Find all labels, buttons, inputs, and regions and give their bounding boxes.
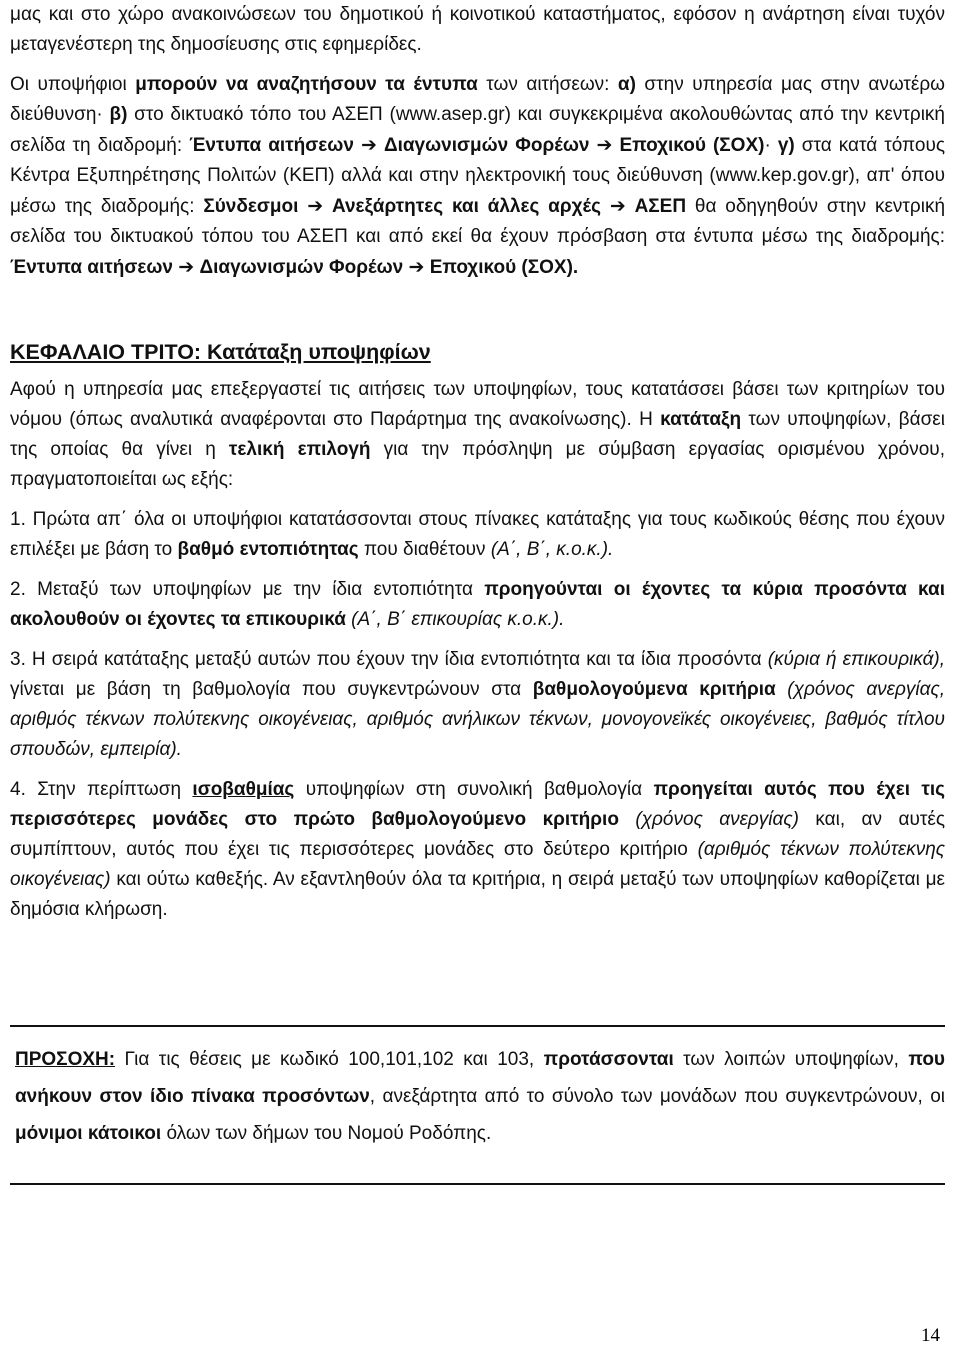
path-step: Διαγωνισμών Φορέων [199,257,404,278]
bold-run: που ανήκουν στον ίδιο πίνακα προσόντων [15,1049,945,1107]
arrow-right-icon: ➔ [408,256,425,278]
bold-run: προτάσσονται [543,1049,674,1070]
text-run: στο δικτυακό τόπο του ΑΣΕΠ (www.asep.gr) και συγκεκριμένα ακολουθώντας από την κεντρική σελίδα τη διαδρομή: [10,104,945,156]
text-run: 2. Μεταξύ των υποψηφίων με την ίδια εντοπιότητα [10,579,485,600]
list-item-4 [10,775,945,925]
underlined-bold-run: ισοβαθμίας [192,779,295,800]
notice-label: ΠΡΟΣΟΧΗ: [15,1049,116,1070]
text-run: 3. Η σειρά κατάταξης μεταξύ αυτών που έχουν την ίδια εντοπιότητα και τα ίδια προσόντα [10,649,768,670]
text-run: μας και στο χώρο ανακοινώσεων του δημοτικού ή κοινοτικού καταστήματος, εφόσον η ανάρτηση είναι τυχόν μεταγενέστερη της δημοσίευσης στις εφημερίδες. [10,4,945,55]
text-run: που διαθέτουν [358,539,491,560]
intro-paragraph-2 [10,70,945,283]
text-run: θα οδηγηθούν στην κεντρική σελίδα του δικτυακού τόπου του ΑΣΕΠ και από εκεί θα έχουν πρόσβαση στα έντυπα μέσω της διαδρομής: [10,196,946,247]
italic-run: (κύρια ή επικουρικά), [767,649,946,670]
italic-run: (χρόνος ανεργίας) [618,809,799,830]
text-run: στην υπηρεσία μας στην ανωτέρω διεύθυνση· [10,74,946,125]
text-run: Αφού η υπηρεσία μας επεξεργαστεί τις αιτήσεις των υποψηφίων, τους κατατάσσει βάσει των κριτηρίων του νόμου (όπως αναλυτικά αναφέρονται στο Παράρτημα της ανακοίνωσης). Η [10,379,945,430]
text-run: στα κατά τόπους Κέντρα Εξυπηρέτησης Πολιτών (ΚΕΠ) αλλά και στην ηλεκτρονική τους διεύθυνση (www.kep.gov.gr), απ' όπου μέσω της διαδρομής: [10,135,946,217]
intro-paragraph-1 [10,0,945,60]
bold-run: β) [109,104,128,125]
text-run: 4. Στην περίπτωση [10,779,193,800]
italic-run: (χρόνος ανεργίας, αριθμός τέκνων πολύτεκνης οικογένειας, αριθμός ανήλικων τέκνων, μονογονεϊκές οικογένειες, βαθμός τίτλου σπουδών, εμπειρία). [10,679,945,760]
text-run: υποψηφίων στη συνολική βαθμολογία [294,779,654,800]
text-run: Οι υποψήφιοι [10,74,136,95]
text-run: των αιτήσεων: [477,74,618,95]
path-step: Έντυπα αιτήσεων [10,257,173,278]
bold-run: βαθμό εντοπιότητας [177,539,359,560]
path-step: Εποχικού (ΣΟΧ). [429,257,579,278]
list-item-2 [10,575,945,635]
arrow-right-icon: ➔ [609,195,626,217]
path-step: Σύνδεσμοι [203,196,299,217]
arrow-right-icon: ➔ [307,195,324,217]
text-run: όλων των δήμων του Νομού Ροδόπης. [161,1123,492,1144]
text-run: των υποψηφίων, βάσει της οποίας θα γίνει η [10,409,945,460]
arrow-right-icon: ➔ [360,134,377,156]
page-number: 14 [921,1325,940,1346]
chapter-title: ΚΕΦΑΛΑΙΟ ΤΡΙΤΟ: Κατάταξη υποψηφίων [10,340,431,364]
bold-run: γ) [770,135,795,156]
document-page [10,0,945,1350]
text-run: γίνεται με βάση τη βαθμολογία που συγκεντρώνουν στα [10,679,533,700]
chapter-paragraph-1 [10,375,945,495]
bold-run: προηγούνται οι έχοντες τα κύρια προσόντα και ακολουθούν οι έχοντες τα επικουρικά [10,579,945,630]
path-step: Ανεξάρτητες και άλλες αρχές [331,196,602,217]
text-run: για την πρόσληψη με σύμβαση εργασίας ορισμένου χρόνου, πραγματοποιείται ως εξής: [10,439,945,490]
list-item-1 [10,505,945,565]
path-step: Έντυπα αιτήσεων [189,135,354,156]
bold-run: προηγείται αυτός που έχει τις περισσότερες μονάδες στο πρώτο βαθμολογούμενο κριτήριο [10,779,945,830]
text-run: και, αν αυτές συμπίπτουν, αυτός που έχει τις περισσότερες μονάδες στο δεύτερο κριτήριο [10,809,945,860]
text-run: Για τις θέσεις με κωδικό 100,101,102 και 103, [115,1049,544,1070]
list-item-3 [10,645,945,765]
arrow-right-icon: ➔ [178,256,195,278]
path-step: Διαγωνισμών Φορέων [383,135,590,156]
notice-box [10,1025,945,1185]
italic-run: (Α΄, Β΄, κ.ο.κ.). [490,539,614,560]
bold-run: μπορούν να αναζητήσουν τα έντυπα [135,74,478,95]
path-step: Εποχικού (ΣΟΧ) [619,135,765,156]
text-run: των λοιπών υποψηφίων, [673,1049,909,1070]
arrow-right-icon: ➔ [596,134,613,156]
notice-paragraph [15,1041,945,1152]
bold-run: μόνιμοι κάτοικοι [15,1123,162,1144]
bold-run: τελική επιλογή [228,439,371,460]
text-run: · [764,135,771,156]
text-run: , ανεξάρτητα από το σύνολο των μονάδων που συγκεντρώνουν, οι [369,1086,945,1107]
path-step: ΑΣΕΠ [634,196,687,217]
bold-run: α) [617,74,636,95]
text-run: 1. Πρώτα απ΄ όλα οι υποψήφιοι κατατάσσονται στους πίνακες κατάταξης για τους κωδικούς θέσης που έχουν επιλέξει με βάση το [10,509,945,560]
bold-run: βαθμολογούμενα κριτήρια [532,679,776,700]
bold-run: κατάταξη [660,409,742,430]
italic-run: (αριθμός τέκνων πολύτεκνης οικογένειας) [10,839,945,890]
italic-run: (Α΄, Β΄ επικουρίας κ.ο.κ.). [345,609,565,630]
text-run: και ούτω καθεξής. Αν εξαντληθούν όλα τα κριτήρια, η σειρά μεταξύ των υποψηφίων καθορίζεται με δημόσια κλήρωση. [10,869,945,920]
